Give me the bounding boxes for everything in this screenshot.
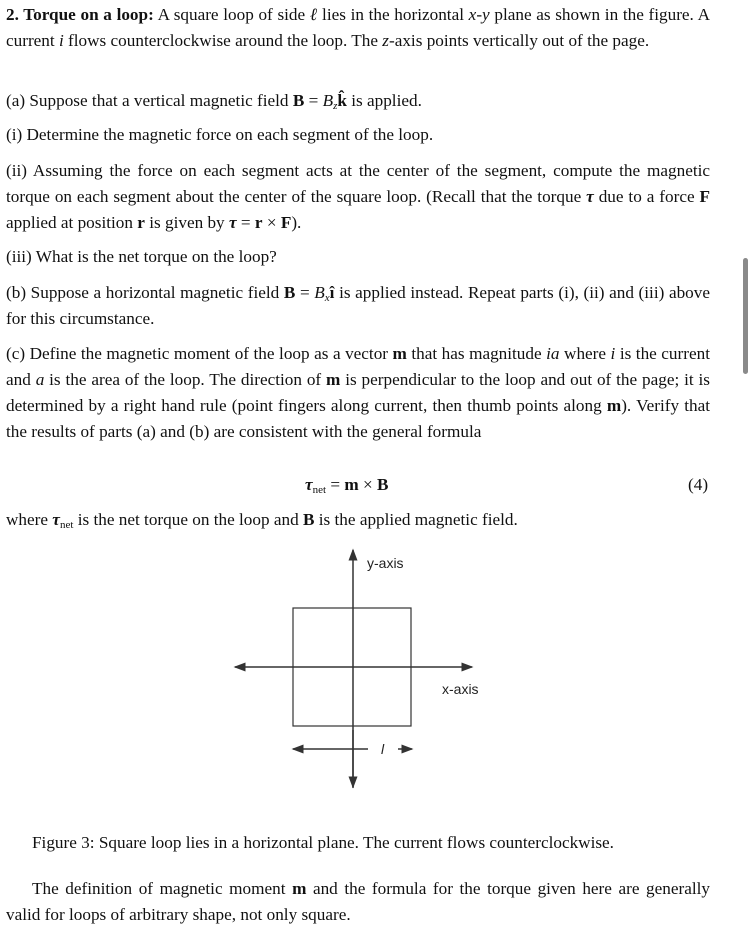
math: î: [329, 283, 335, 302]
text: is the current and: [6, 344, 710, 389]
problem-intro: [6, 2, 710, 54]
closing-paragraph: [6, 876, 710, 928]
math: k̂: [337, 91, 347, 110]
text: is the applied magnetic field.: [314, 510, 518, 529]
text: that has magnitude: [406, 344, 547, 363]
equation-number: (4): [688, 475, 709, 494]
text: is the net torque on the loop and: [73, 510, 303, 529]
vertical-scrollbar[interactable]: [743, 258, 748, 374]
math: r: [254, 213, 263, 232]
side-length-label: l: [381, 741, 385, 757]
text: plane as shown in the figure. A current: [6, 5, 710, 50]
math: B: [303, 510, 315, 529]
text: (ii) Assuming the force on each segment acts at the center of the segment, compute the magnetic torque on each segment about the center of the square loop. (Recall that the torque: [6, 161, 710, 206]
math: x: [468, 5, 477, 24]
math: r: [137, 213, 145, 232]
math: F: [280, 213, 292, 232]
math: ℓ: [309, 5, 318, 24]
text: (c) Define the magnetic moment of the loop as a vector: [6, 344, 393, 363]
math: B: [322, 91, 334, 110]
part-c: [6, 341, 710, 445]
text: is perpendicular to the loop and out of the page; it is determined by a right hand rule (point fingers along current, then thumb points along: [6, 370, 710, 415]
text: -axis points vertically out of the page.: [388, 31, 650, 50]
math: τ: [228, 213, 237, 232]
math: F: [699, 187, 710, 206]
math: net: [312, 484, 327, 496]
text: =: [304, 91, 323, 110]
text: applied at position: [6, 213, 138, 232]
math: z: [333, 100, 338, 112]
math: m: [344, 475, 359, 494]
text: where: [6, 510, 53, 529]
math: m: [606, 396, 622, 415]
math: z: [382, 31, 389, 50]
math: ×: [358, 475, 378, 494]
math: B: [314, 283, 325, 302]
part-b: [6, 280, 710, 332]
text: where: [559, 344, 611, 363]
text: (b) Suppose a horizontal magnetic field: [6, 283, 284, 302]
x-axis-label: x-axis: [442, 681, 479, 697]
part-a-ii: [6, 158, 710, 236]
figure-caption: Figure 3: Square loop lies in a horizontal plane. The current flows counterclockwise.: [32, 833, 614, 852]
math: i: [58, 31, 64, 50]
text: ×: [262, 213, 281, 232]
text: lies in the horizontal: [317, 5, 469, 24]
y-axis-label: y-axis: [367, 555, 404, 571]
math: m: [392, 344, 407, 363]
math: τ: [52, 510, 60, 529]
math: B: [292, 91, 305, 110]
math: B: [377, 475, 389, 494]
where-text: [6, 507, 710, 533]
text: ).: [291, 213, 302, 232]
math: ia: [546, 344, 560, 363]
text: is the area of the loop. The direction of: [44, 370, 327, 389]
text: -: [476, 5, 483, 24]
text: The definition of magnetic moment: [32, 879, 293, 898]
math: x: [324, 292, 330, 304]
text: =: [295, 283, 315, 302]
math: a: [35, 370, 45, 389]
math: i: [610, 344, 616, 363]
text: due to a force: [593, 187, 700, 206]
math: τ: [586, 187, 594, 206]
math: B: [283, 283, 296, 302]
text: and the formula for the torque given here are generally valid for loops of arbitrary shape, not only square.: [6, 879, 710, 924]
text: is given by: [144, 213, 229, 232]
math: =: [326, 475, 345, 494]
text: =: [236, 213, 255, 232]
text: is applied instead. Repeat parts (i), (ii) and (iii) above for this circumstance.: [6, 283, 710, 328]
math: m: [292, 879, 307, 898]
text: flows counterclockwise around the loop. The: [63, 31, 383, 50]
part-a: [6, 88, 710, 114]
text: (a) Suppose that a vertical magnetic field: [6, 91, 293, 110]
text: ). Verify that the results of parts (a) and (b) are consistent with the general formula: [6, 396, 710, 441]
math: m: [326, 370, 341, 389]
math: τ: [305, 475, 313, 494]
square-loop-figure: [200, 540, 520, 800]
part-a-i: (i) Determine the magnetic force on each segment of the loop.: [6, 125, 434, 144]
text: is applied.: [346, 91, 422, 110]
part-a-iii: (iii) What is the net torque on the loop?: [6, 247, 277, 266]
math: y: [482, 5, 490, 24]
problem-heading: 2. Torque on a loop:: [6, 5, 154, 24]
text: A square loop of side: [157, 5, 310, 24]
math: net: [59, 519, 74, 531]
